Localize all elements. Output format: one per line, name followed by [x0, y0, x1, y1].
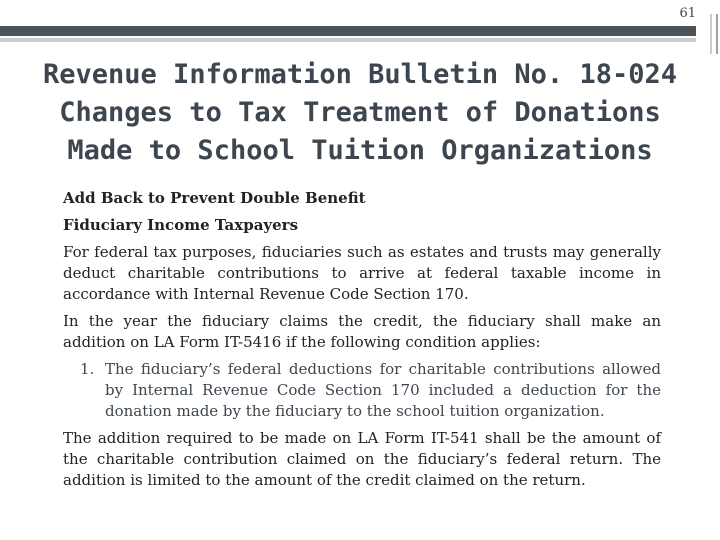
page-number: 61: [679, 6, 696, 21]
decorative-rail: [710, 14, 712, 54]
title-line-3: Made to School Tuition Organizations: [67, 135, 653, 166]
paragraph-federal-purposes: For federal tax purposes, fiduciaries such as estates and trusts may generally deduct charitable contributions to arrive at federal taxable income in accordance with Internal Revenue Code Section 170.: [63, 243, 661, 303]
title-line-1: Revenue Information Bulletin No. 18-024: [43, 59, 677, 90]
list-item-text: The fiduciary’s federal deductions for charitable contributions allowed by Internal Revenue Code Section 170 included a deduction for the donation made by the fiduciary to the school tuition organization.: [105, 360, 661, 420]
heading-fiduciary: Fiduciary Income Taxpayers: [63, 216, 299, 234]
heading-add-back: Add Back to Prevent Double Benefit: [63, 189, 366, 207]
slide-body: [63, 188, 661, 497]
list-item: [80, 359, 661, 422]
paragraph-year-claims: In the year the fiduciary claims the credit, the fiduciary shall make an addition on LA Form IT-5416 if the following condition applies:: [63, 312, 661, 351]
list-item-number: 1.: [80, 360, 95, 378]
decorative-rail-dark: [716, 14, 718, 54]
header-bar: [0, 26, 696, 36]
header-bar-accent: [0, 38, 696, 42]
slide-title: [24, 56, 696, 170]
paragraph-addition-required: The addition required to be made on LA Form IT-541 shall be the amount of the charitable contribution claimed on the fiduciary’s federal return. The addition is limited to the amount of the credit claimed on the return.: [63, 429, 661, 489]
title-line-2: Changes to Tax Treatment of Donations: [59, 97, 661, 128]
